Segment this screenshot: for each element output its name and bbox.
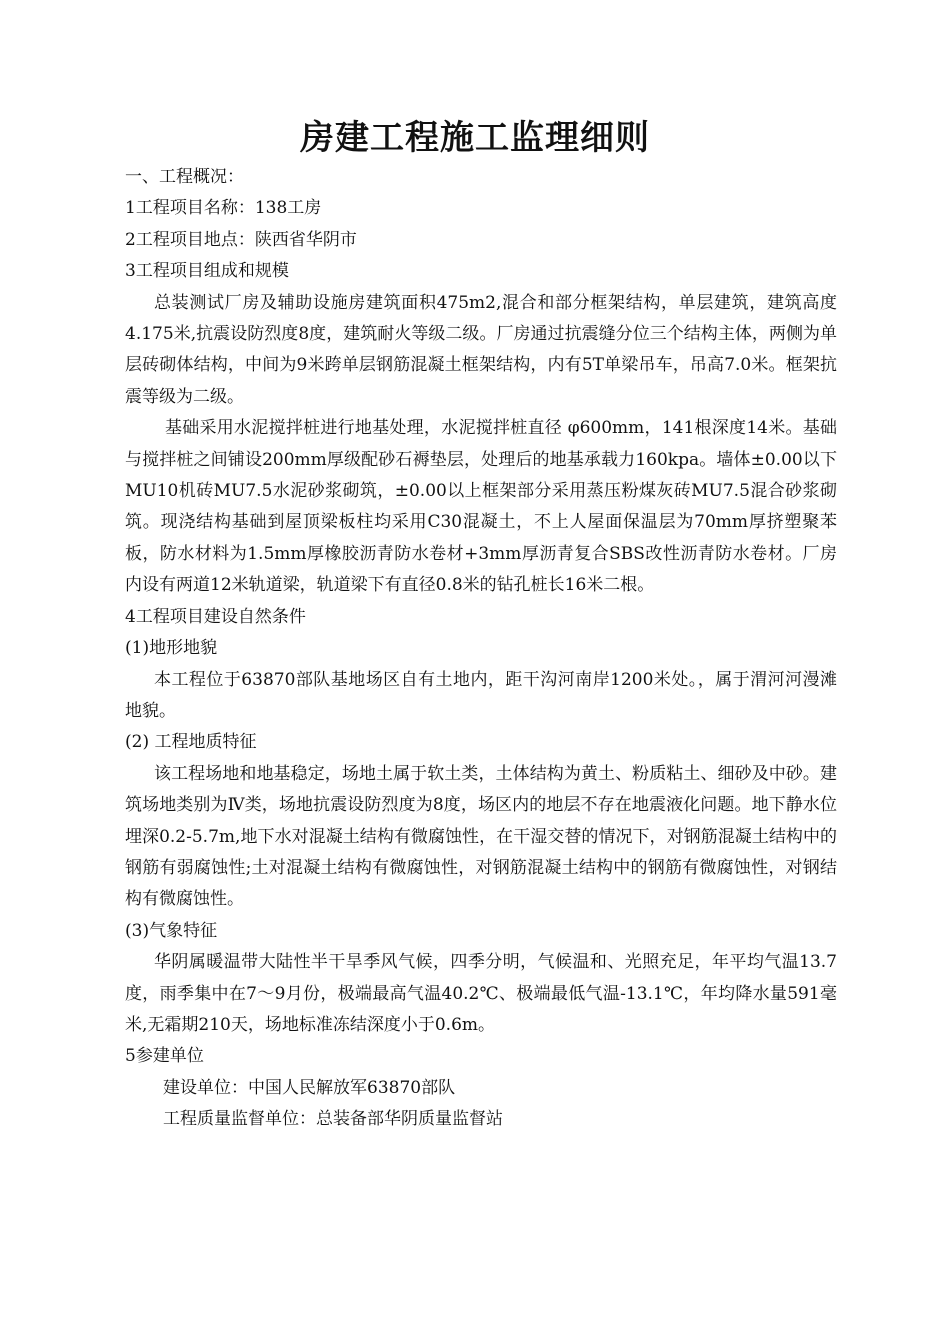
terrain-paragraph: 本工程位于63870部队基地场区自有土地内，距干沟河南岸1200米处。，属于渭河河漫滩地貌。 xyxy=(125,669,837,721)
project-scale-heading: 3工程项目组成和规模 xyxy=(125,261,289,282)
quality-unit-line: 工程质量监督单位：总装备部华阴质量监督站 xyxy=(163,1109,503,1130)
participants-heading: 5参建单位 xyxy=(125,1046,204,1067)
natural-conditions-heading: 4工程项目建设自然条件 xyxy=(125,606,306,627)
document-title: 房建工程施工监理细则 xyxy=(300,118,650,158)
geology-subheading: (2) 工程地质特征 xyxy=(125,732,257,753)
project-name-line: 1工程项目名称：138工房 xyxy=(125,198,322,219)
foundation-paragraph: 基础采用水泥搅拌桩进行地基处理，水泥搅拌桩直径 φ600mm，141根深度14米。基础与搅拌桩之间铺设200mm厚级配砂石褥垫层，处理后的地基承载力160kpa。墙体±0.00以下MU10机砖MU7.5水泥砂浆砌筑，±0.00以上框架部分采用蒸压粉煤灰砖MU7.5混合砂浆砌筑。现浇结构基础到屋顶梁板柱均采用C30混凝土，不上人屋面保温层为70mm厚挤塑聚苯板，防水材料为1.5mm厚橡胶沥青防水卷材+3mm厚沥青复合SBS改性沥青防水卷材。厂房内设有两道12米轨道梁，轨道梁下有直径0.8米的钻孔桩长16米二根。 xyxy=(125,418,837,596)
overview-heading: 一、工程概况： xyxy=(125,167,244,187)
document-body xyxy=(125,162,837,1136)
terrain-subheading: (1)地形地貌 xyxy=(125,638,218,659)
climate-paragraph: 华阴属暖温带大陆性半干旱季风气候，四季分明，气候温和、光照充足，年平均气温13.7度，雨季集中在7～9月份，极端最高气温40.2℃、极端最低气温-13.1℃，年均降水量591毫米,无霜期210天，场地标准冻结深度小于0.6m。 xyxy=(125,952,837,1035)
scale-paragraph: 总装测试厂房及辅助设施房建筑面积475m2,混合和部分框架结构，单层建筑，建筑高度4.175米,抗震设防烈度8度，建筑耐火等级二级。厂房通过抗震缝分位三个结构主体，两侧为单层砖砌体结构，中间为9米跨单层钢筋混凝土框架结构，内有5T单梁吊车，吊高7.0米。框架抗震等级为二级。 xyxy=(125,292,837,407)
geology-paragraph: 该工程场地和地基稳定，场地土属于软土类，土体结构为黄土、粉质粘土、细砂及中砂。建筑场地类别为Ⅳ类，场地抗震设防烈度为8度，场区内的地层不存在地震液化问题。地下静水位埋深0.2-5.7m,地下水对混凝土结构有微腐蚀性，在干湿交替的情况下，对钢筋混凝土结构中的钢筋有弱腐蚀性;土对混凝土结构有微腐蚀性，对钢筋混凝土结构中的钢筋有微腐蚀性，对钢结构有微腐蚀性。 xyxy=(125,763,837,910)
climate-subheading: (3)气象特征 xyxy=(125,920,218,941)
project-location-line: 2工程项目地点：陕西省华阴市 xyxy=(125,229,357,250)
owner-unit-line: 建设单位：中国人民解放军63870部队 xyxy=(163,1077,456,1098)
